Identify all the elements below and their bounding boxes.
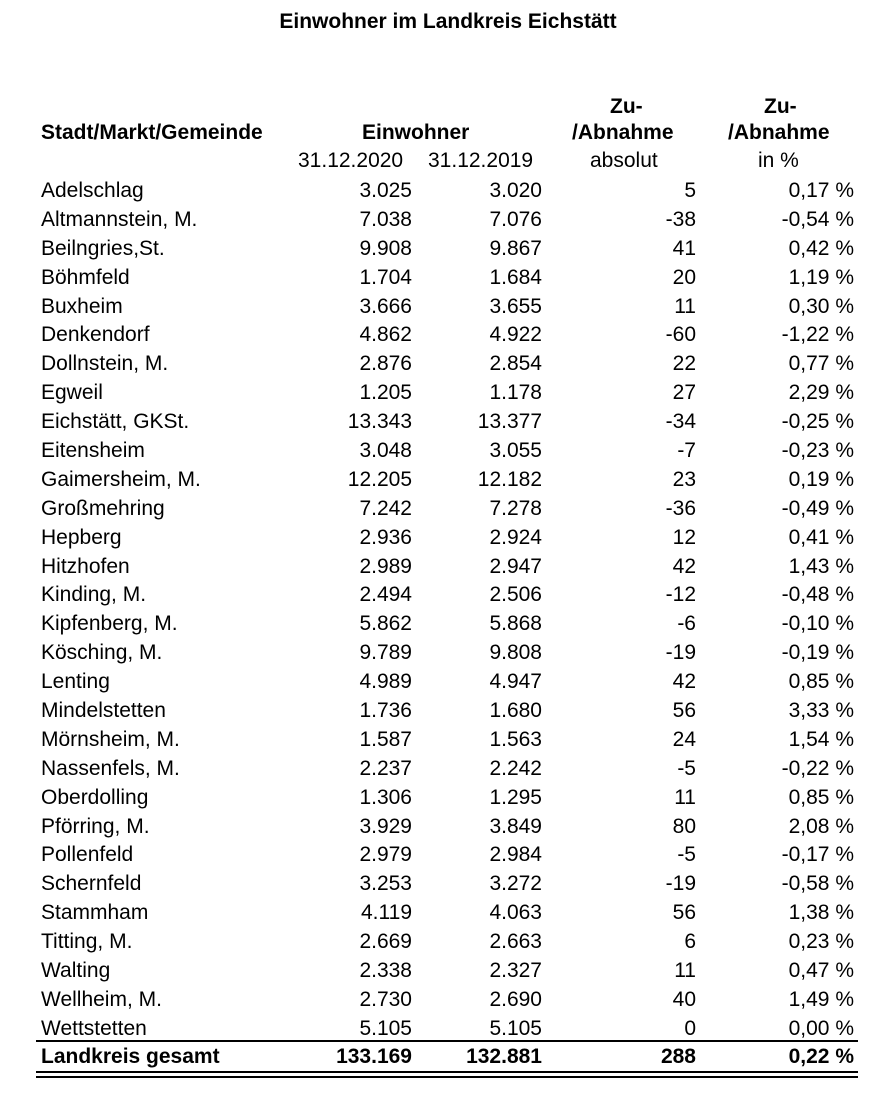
change-absolute: -19: [665, 872, 696, 896]
change-absolute: -7: [677, 439, 696, 463]
municipality-name: Dollnstein, M.: [41, 352, 169, 376]
population-2020: 2.730: [359, 987, 412, 1011]
municipality-name: Lenting: [41, 670, 110, 694]
population-2020: 2.338: [359, 959, 412, 983]
population-2019: 5.105: [489, 1016, 542, 1040]
change-percent: -0,19 %: [781, 641, 854, 665]
table-row: [0, 784, 896, 813]
change-percent: 1,19 %: [788, 265, 854, 289]
change-percent: 1,38 %: [788, 901, 854, 925]
population-2020: 9.789: [359, 641, 412, 665]
change-percent: 0,41 %: [788, 525, 854, 549]
table-row: [0, 408, 896, 437]
municipality-name: Pförring, M.: [41, 814, 150, 838]
change-percent: 0,42 %: [788, 236, 854, 260]
population-2019: 9.808: [489, 641, 542, 665]
population-2020: 4.119: [361, 901, 412, 925]
municipality-name: Pollenfeld: [41, 843, 134, 867]
population-2020: 2.989: [359, 554, 412, 578]
total-row: [0, 1043, 896, 1071]
population-2019: 5.868: [489, 612, 542, 636]
change-absolute: -60: [665, 323, 696, 347]
population-2019: 1.563: [489, 727, 542, 751]
total-percent: 0,22 %: [788, 1045, 854, 1068]
population-2019: 3.020: [489, 179, 542, 202]
change-absolute: 6: [684, 930, 696, 954]
table-row: [0, 206, 896, 235]
population-2020: 9.908: [359, 236, 412, 260]
population-2019: 2.854: [489, 352, 542, 376]
municipality-name: Gaimersheim, M.: [41, 467, 201, 491]
municipality-name: Mörnsheim, M.: [41, 727, 180, 751]
population-2019: 2.947: [489, 554, 542, 578]
change-absolute: 5: [684, 179, 696, 202]
population-2019: 1.178: [489, 381, 542, 405]
change-percent: 0,47 %: [788, 959, 854, 983]
table-row: [0, 321, 896, 350]
population-2019: 9.867: [489, 236, 542, 260]
population-2020: 2.936: [359, 525, 412, 549]
change-percent: 0,85 %: [788, 670, 854, 694]
change-percent: -0,23 %: [781, 439, 854, 463]
municipality-name: Kinding, M.: [41, 583, 147, 607]
table-row: [0, 264, 896, 293]
change-percent: -1,22 %: [781, 323, 854, 347]
municipality-name: Hitzhofen: [41, 554, 130, 578]
header-abs-line1: Zu-: [610, 95, 643, 118]
change-absolute: -12: [665, 583, 696, 607]
table-row: [0, 928, 896, 957]
population-2019: 12.182: [477, 467, 542, 491]
municipality-name: Buxheim: [41, 294, 123, 318]
municipality-name: Altmannstein, M.: [41, 207, 198, 231]
municipality-name: Walting: [41, 959, 111, 983]
table-row: [0, 986, 896, 1015]
population-2020: 3.666: [359, 294, 412, 318]
change-absolute: -6: [677, 612, 696, 636]
change-percent: -0,54 %: [781, 207, 854, 231]
table-row: [0, 379, 896, 408]
population-2019: 2.663: [489, 930, 542, 954]
change-absolute: -36: [665, 496, 696, 520]
change-percent: 1,43 %: [788, 554, 854, 578]
change-absolute: 23: [672, 467, 696, 491]
municipality-name: Stammham: [41, 901, 149, 925]
header-einwohner: Einwohner: [362, 121, 470, 144]
municipality-name: Wettstetten: [41, 1016, 147, 1040]
municipality-name: Böhmfeld: [41, 265, 130, 289]
table-row: [0, 495, 896, 524]
table-row: [0, 553, 896, 582]
municipality-name: Kipfenberg, M.: [41, 612, 178, 636]
change-percent: -0,49 %: [781, 496, 854, 520]
total-label: Landkreis gesamt: [41, 1045, 220, 1068]
table-row: [0, 235, 896, 264]
total-absolute: 288: [660, 1045, 696, 1068]
change-absolute: 24: [672, 727, 696, 751]
population-2019: 4.947: [489, 670, 542, 694]
population-2019: 3.055: [489, 439, 542, 463]
municipality-name: Egweil: [41, 381, 103, 405]
population-2020: 3.025: [359, 179, 412, 202]
change-absolute: 11: [674, 294, 696, 318]
change-percent: 1,54 %: [788, 727, 854, 751]
table-row: [0, 466, 896, 495]
population-2020: 1.205: [359, 381, 412, 405]
change-percent: 1,49 %: [788, 987, 854, 1011]
population-2020: 3.048: [359, 439, 412, 463]
population-2020: 2.237: [359, 756, 412, 780]
table-row: [0, 668, 896, 697]
total-2020: 133.169: [336, 1045, 412, 1068]
change-absolute: 41: [672, 236, 696, 260]
table-row: [0, 726, 896, 755]
header-abs-line2: /Abnahme: [572, 121, 674, 144]
change-absolute: -5: [677, 756, 696, 780]
header-abs-line3: absolut: [590, 149, 658, 172]
municipality-name: Großmehring: [41, 496, 165, 520]
total-separator: [36, 1040, 858, 1042]
population-2019: 2.690: [489, 987, 542, 1011]
change-percent: -0,58 %: [781, 872, 854, 896]
change-absolute: 42: [672, 554, 696, 578]
population-2019: 3.655: [489, 294, 542, 318]
population-2020: 3.253: [359, 872, 412, 896]
table-row: [0, 899, 896, 928]
table-row: [0, 813, 896, 842]
table-row: [0, 841, 896, 870]
change-percent: 3,33 %: [788, 699, 854, 723]
change-absolute: -5: [677, 843, 696, 867]
change-absolute: -19: [665, 641, 696, 665]
population-2020: 2.494: [359, 583, 412, 607]
total-2019: 132.881: [466, 1045, 542, 1068]
municipality-name: Denkendorf: [41, 323, 150, 347]
change-absolute: 20: [672, 265, 696, 289]
change-absolute: 12: [672, 525, 696, 549]
population-2019: 1.295: [489, 785, 542, 809]
table-row: [0, 524, 896, 553]
population-2019: 7.278: [489, 496, 542, 520]
change-percent: 0,85 %: [788, 785, 854, 809]
change-percent: 0,19 %: [788, 467, 854, 491]
population-2019: 1.684: [489, 265, 542, 289]
population-2020: 13.343: [347, 410, 412, 434]
change-absolute: 0: [684, 1016, 696, 1040]
table-row: [0, 437, 896, 466]
header-pct-line3: in %: [758, 149, 799, 172]
table-title: Einwohner im Landkreis Eichstätt: [279, 10, 617, 33]
header-name: Stadt/Markt/Gemeinde: [41, 121, 263, 144]
change-percent: -0,48 %: [781, 583, 854, 607]
population-2020: 2.979: [359, 843, 412, 867]
change-percent: -0,10 %: [781, 612, 854, 636]
table-row: [0, 581, 896, 610]
municipality-name: Schernfeld: [41, 872, 142, 896]
municipality-name: Nassenfels, M.: [41, 756, 180, 780]
change-absolute: 56: [672, 901, 696, 925]
header-pct-line1: Zu-: [764, 95, 797, 118]
table-row: [0, 350, 896, 379]
change-percent: 0,23 %: [788, 930, 854, 954]
municipality-name: Wellheim, M.: [41, 987, 162, 1011]
change-percent: 2,29 %: [788, 381, 854, 405]
municipality-name: Oberdolling: [41, 785, 149, 809]
change-percent: 0,77 %: [788, 352, 854, 376]
change-absolute: 56: [672, 699, 696, 723]
table-body: [0, 177, 896, 1044]
change-absolute: 11: [674, 785, 696, 809]
population-2019: 2.984: [489, 843, 542, 867]
change-absolute: 11: [674, 959, 696, 983]
change-absolute: 27: [672, 381, 696, 405]
header-date-2019: 31.12.2019: [428, 149, 534, 172]
population-2020: 3.929: [359, 814, 412, 838]
population-2020: 7.038: [359, 207, 412, 231]
municipality-name: Beilngries,St.: [41, 236, 165, 260]
change-absolute: 42: [672, 670, 696, 694]
population-2020: 5.862: [359, 612, 412, 636]
table-row: [0, 293, 896, 322]
population-2019: 4.922: [489, 323, 542, 347]
population-2020: 5.105: [359, 1016, 412, 1040]
double-underline-bottom: [36, 1076, 858, 1078]
change-absolute: -34: [665, 410, 696, 434]
double-underline-top: [36, 1071, 858, 1073]
population-2019: 13.377: [477, 410, 542, 434]
change-absolute: 80: [672, 814, 696, 838]
population-2020: 4.989: [359, 670, 412, 694]
municipality-name: Kösching, M.: [41, 641, 163, 665]
change-percent: -0,25 %: [781, 410, 854, 434]
municipality-name: Titting, M.: [41, 930, 133, 954]
population-2020: 1.704: [359, 265, 412, 289]
population-2020: 2.669: [359, 930, 412, 954]
population-2019: 1.680: [489, 699, 542, 723]
municipality-name: Eichstätt, GKSt.: [41, 410, 190, 434]
change-percent: 0,30 %: [788, 294, 854, 318]
table-row: [0, 697, 896, 726]
population-2020: 2.876: [359, 352, 412, 376]
change-absolute: 40: [672, 987, 696, 1011]
population-2019: 2.506: [489, 583, 542, 607]
population-2019: 4.063: [489, 901, 542, 925]
change-percent: 0,00 %: [788, 1016, 854, 1040]
population-2019: 2.327: [489, 959, 542, 983]
change-percent: 0,17 %: [788, 179, 854, 202]
population-2020: 12.205: [347, 467, 412, 491]
change-percent: -0,22 %: [781, 756, 854, 780]
municipality-name: Adelschlag: [41, 179, 144, 202]
population-2020: 7.242: [359, 496, 412, 520]
table-row: [0, 870, 896, 899]
table-row: [0, 755, 896, 784]
table-row: [0, 177, 896, 206]
table-row: [0, 639, 896, 668]
population-2020: 4.862: [359, 323, 412, 347]
municipality-name: Hepberg: [41, 525, 122, 549]
change-percent: -0,17 %: [781, 843, 854, 867]
population-2020: 1.587: [359, 727, 412, 751]
change-absolute: -38: [665, 207, 696, 231]
population-2019: 7.076: [489, 207, 542, 231]
header-date-2020: 31.12.2020: [298, 149, 404, 172]
change-percent: 2,08 %: [788, 814, 854, 838]
table-row: [0, 957, 896, 986]
population-2019: 3.849: [489, 814, 542, 838]
municipality-name: Mindelstetten: [41, 699, 166, 723]
population-2019: 3.272: [489, 872, 542, 896]
population-2019: 2.924: [489, 525, 542, 549]
municipality-name: Eitensheim: [41, 439, 145, 463]
population-2019: 2.242: [489, 756, 542, 780]
table-row: [0, 610, 896, 639]
population-2020: 1.736: [359, 699, 412, 723]
change-absolute: 22: [672, 352, 696, 376]
header-pct-line2: /Abnahme: [728, 121, 830, 144]
population-2020: 1.306: [359, 785, 412, 809]
